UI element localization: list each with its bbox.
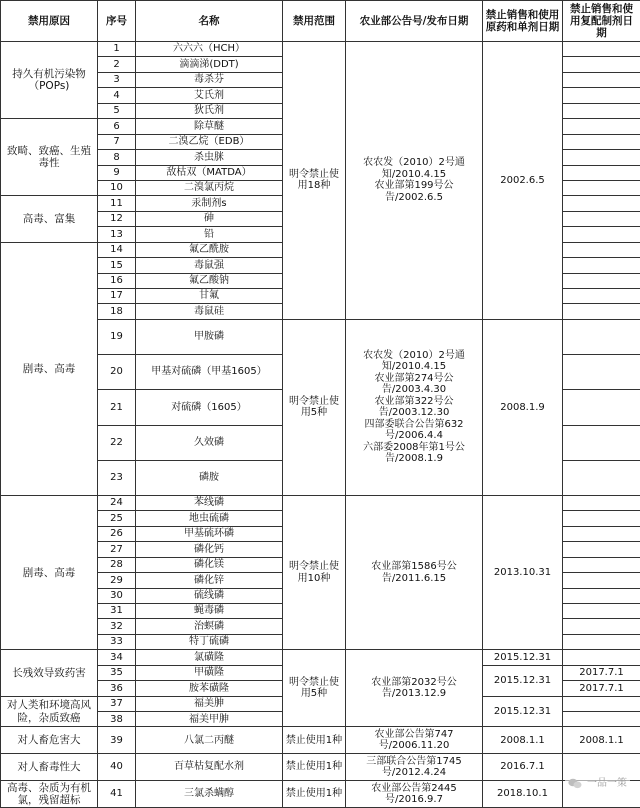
no-cell: 36 [98,681,136,696]
notice-cell: 三部联合公告第1745号/2012.4.24 [346,754,483,781]
date2-cell [563,165,640,180]
no-cell: 9 [98,165,136,180]
no-cell: 4 [98,88,136,103]
date2-cell [563,57,640,72]
date2-cell [563,42,640,57]
no-cell: 23 [98,460,136,495]
date2-cell [563,542,640,557]
no-cell: 25 [98,511,136,526]
name-cell: 胺苯磺隆 [136,681,283,696]
no-cell: 29 [98,573,136,588]
name-cell: 福美胂 [136,696,283,711]
date2-cell [563,88,640,103]
no-cell: 32 [98,619,136,634]
date2-cell [563,289,640,304]
no-cell: 30 [98,588,136,603]
name-cell: 久效磷 [136,425,283,460]
name-cell: 磷胺 [136,460,283,495]
no-cell: 24 [98,495,136,510]
name-cell: 治螟磷 [136,619,283,634]
date1-cell: 2015.12.31 [483,650,563,665]
date2-cell [563,425,640,460]
reason-cell: 对人类和环境高风险，杂质致癌 [1,696,98,727]
notice-cell: 农业部第1586号公告/2011.6.15 [346,495,483,649]
date2-cell [563,712,640,727]
date1-cell: 2015.12.31 [483,665,563,696]
watermark [565,773,630,790]
no-cell: 7 [98,134,136,149]
watermark-text: 一品一策 [587,778,627,789]
name-cell: 艾氏剂 [136,88,283,103]
name-cell: 毒鼠强 [136,258,283,273]
no-cell: 8 [98,150,136,165]
no-cell: 37 [98,696,136,711]
scope-cell: 明令禁止使用10种 [283,495,346,649]
name-cell: 甘氟 [136,289,283,304]
name-cell: 磷化镁 [136,557,283,572]
header-ban-mixture-date: 禁止销售和使用复配制剂日期 [563,1,640,42]
date2-cell: 2017.7.1 [563,665,640,680]
no-cell: 31 [98,603,136,618]
notice-cell: 农业部第2032号公告/2013.12.9 [346,650,483,727]
table-row [1,495,640,510]
date2-cell: 2017.7.1 [563,681,640,696]
date2-cell [563,242,640,257]
scope-cell: 明令禁止使用18种 [283,42,346,320]
date1-cell: 2002.6.5 [483,42,563,320]
no-cell: 38 [98,712,136,727]
date2-cell [563,511,640,526]
reason-cell: 剧毒、高毒 [1,242,98,495]
no-cell: 28 [98,557,136,572]
header-reason: 禁用原因 [1,1,98,42]
scope-cell: 明令禁止使用5种 [283,650,346,727]
name-cell: 苯线磷 [136,495,283,510]
name-cell: 蝇毒磷 [136,603,283,618]
name-cell: 二溴乙烷（EDB） [136,134,283,149]
reason-cell: 高毒、杂质为有机氯，残留超标 [1,781,98,808]
notice-cell: 农业部公告第747号/2006.11.20 [346,727,483,754]
name-cell: 氟乙酸钠 [136,273,283,288]
scope-cell: 禁止使用1种 [283,781,346,808]
scope-cell: 明令禁止使用5种 [283,319,346,495]
no-cell: 2 [98,57,136,72]
name-cell: 甲基硫环磷 [136,526,283,541]
notice-cell: 农农发（2010）2号通知/2010.4.15 农业部第199号公告/2002.6.5 [346,42,483,320]
date2-cell [563,72,640,87]
reason-cell: 致畸、致癌、生殖毒性 [1,119,98,196]
no-cell: 27 [98,542,136,557]
reason-cell: 持久有机污染物（POPs) [1,42,98,119]
table-row [1,727,640,754]
no-cell: 21 [98,389,136,425]
date2-cell [563,619,640,634]
name-cell: 汞制剂s [136,196,283,211]
name-cell: 敌枯双（MATDA） [136,165,283,180]
reason-cell: 高毒、富集 [1,196,98,242]
date1-cell: 2015.12.31 [483,696,563,727]
name-cell: 甲基对硫磷（甲基1605） [136,354,283,389]
no-cell: 18 [98,304,136,319]
date2-cell [563,134,640,149]
header-row [1,1,640,42]
name-cell: 硫线磷 [136,588,283,603]
header-no: 序号 [98,1,136,42]
no-cell: 35 [98,665,136,680]
name-cell: 特丁硫磷 [136,634,283,649]
no-cell: 11 [98,196,136,211]
reason-cell: 对人畜危害大 [1,727,98,754]
name-cell: 二溴氯丙烷 [136,180,283,195]
table-row [1,42,640,57]
no-cell: 14 [98,242,136,257]
no-cell: 26 [98,526,136,541]
date2-cell [563,150,640,165]
no-cell: 20 [98,354,136,389]
name-cell: 滴滴涕(DDT) [136,57,283,72]
no-cell: 5 [98,103,136,118]
no-cell: 39 [98,727,136,754]
name-cell: 狄氏剂 [136,103,283,118]
date1-cell: 2018.10.1 [483,781,563,808]
date2-cell [563,495,640,510]
date2-cell [563,319,640,354]
no-cell: 22 [98,425,136,460]
date1-cell: 2016.7.1 [483,754,563,781]
name-cell: 磷化锌 [136,573,283,588]
date1-cell: 2008.1.9 [483,319,563,495]
date2-cell [563,258,640,273]
no-cell: 41 [98,781,136,808]
date2-cell [563,526,640,541]
name-cell: 八氯二丙醚 [136,727,283,754]
table-row [1,650,640,665]
date2-cell [563,180,640,195]
header-name: 名称 [136,1,283,42]
name-cell: 杀虫脒 [136,150,283,165]
date2-cell [563,389,640,425]
name-cell: 三氯杀螨醇 [136,781,283,808]
header-notice: 农业部公告号/发布日期 [346,1,483,42]
no-cell: 15 [98,258,136,273]
date2-cell [563,119,640,134]
date1-cell: 2013.10.31 [483,495,563,649]
date2-cell [563,196,640,211]
scope-cell: 禁止使用1种 [283,727,346,754]
header-scope: 禁用范围 [283,1,346,42]
no-cell: 33 [98,634,136,649]
date2-cell [563,603,640,618]
reason-cell: 对人畜毒性大 [1,754,98,781]
date2-cell [563,573,640,588]
name-cell: 磷化钙 [136,542,283,557]
header-ban-single-date: 禁止销售和使用原药和单剂日期 [483,1,563,42]
name-cell: 砷 [136,211,283,226]
table-row [1,781,640,808]
date2-cell [563,304,640,319]
notice-cell: 农农发（2010）2号通知/2010.4.15 农业部第274号公告/2003.4.30 农业部第322号公告/2003.12.30 四部委联合公告第632号/2006.4.4 六部委2008年第1号公告/2008.1.9 [346,319,483,495]
date2-cell [563,460,640,495]
notice-cell: 农业部公告第2445号/2016.9.7 [346,781,483,808]
reason-cell: 长残效导致药害 [1,650,98,696]
date2-cell [563,634,640,649]
reason-cell: 剧毒、高毒 [1,495,98,649]
no-cell: 10 [98,180,136,195]
date2-cell [563,227,640,242]
no-cell: 40 [98,754,136,781]
no-cell: 6 [98,119,136,134]
name-cell: 铅 [136,227,283,242]
no-cell: 16 [98,273,136,288]
no-cell: 19 [98,319,136,354]
name-cell: 福美甲胂 [136,712,283,727]
date2-cell [563,696,640,711]
date2-cell [563,588,640,603]
date2-cell [563,103,640,118]
no-cell: 13 [98,227,136,242]
date2-cell [563,557,640,572]
no-cell: 34 [98,650,136,665]
name-cell: 六六六（HCH） [136,42,283,57]
no-cell: 12 [98,211,136,226]
date2-cell [563,650,640,665]
scope-cell: 禁止使用1种 [283,754,346,781]
name-cell: 对硫磷（1605） [136,389,283,425]
date2-cell [563,211,640,226]
date2-cell [563,273,640,288]
name-cell: 甲胺磷 [136,319,283,354]
name-cell: 毒杀芬 [136,72,283,87]
name-cell: 除草醚 [136,119,283,134]
date2-cell [563,354,640,389]
date2-cell: 2008.1.1 [563,727,640,754]
name-cell: 地虫硫磷 [136,511,283,526]
table-row [1,754,640,781]
no-cell: 1 [98,42,136,57]
no-cell: 17 [98,289,136,304]
wechat-icon [568,778,582,789]
no-cell: 3 [98,72,136,87]
name-cell: 氟乙酰胺 [136,242,283,257]
name-cell: 甲磺隆 [136,665,283,680]
name-cell: 百草枯复配水剂 [136,754,283,781]
name-cell: 毒鼠硅 [136,304,283,319]
date1-cell: 2008.1.1 [483,727,563,754]
name-cell: 氯磺隆 [136,650,283,665]
